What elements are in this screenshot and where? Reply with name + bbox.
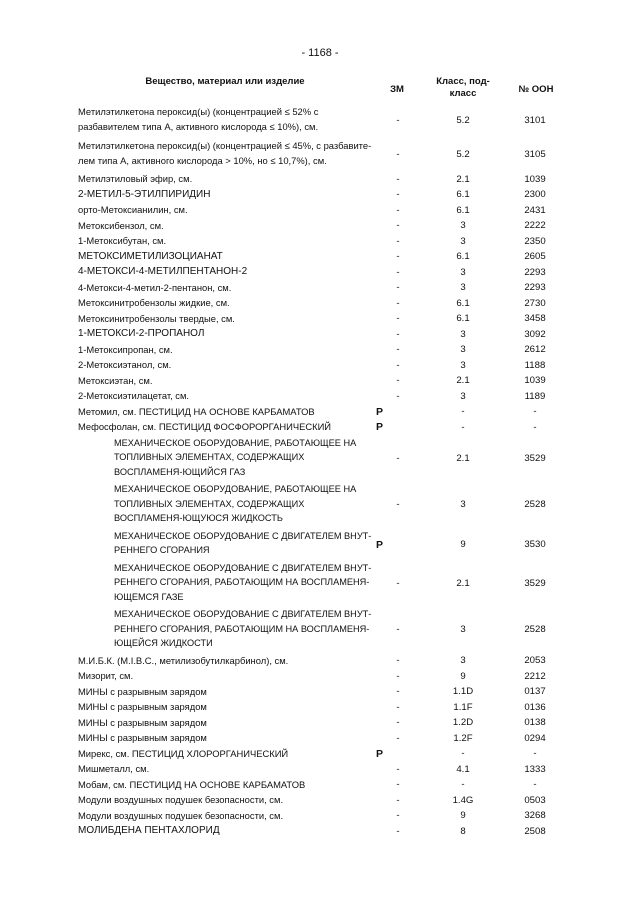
substance-name: Метоксинитробензолы твердые, см. xyxy=(78,312,235,324)
class-cell: 3 xyxy=(460,344,466,356)
zm-cell: - xyxy=(396,149,400,160)
table-row xyxy=(0,234,640,250)
un-number-cell: 2293 xyxy=(524,282,546,294)
table-row xyxy=(0,762,640,778)
substance-name: Модули воздушных подушек безопасности, см. xyxy=(78,794,284,805)
un-number-cell: 1188 xyxy=(524,359,546,371)
un-number-cell: 2528 xyxy=(524,624,546,636)
un-number-cell: 3530 xyxy=(524,538,546,550)
un-number-cell: 2605 xyxy=(524,251,546,263)
un-number-cell: - xyxy=(533,406,537,418)
un-number-cell: 2730 xyxy=(524,297,546,309)
zm-cell: - xyxy=(396,499,400,511)
un-number-cell: 2431 xyxy=(524,204,546,216)
class-cell: 9 xyxy=(460,670,466,682)
class-cell: 6.1 xyxy=(456,251,470,263)
substance-name: Мефосфолан, см. ПЕСТИЦИД ФОСФОРОРГАНИЧЕСКИЙ xyxy=(78,421,332,432)
class-cell: 6.1 xyxy=(456,189,470,201)
zm-cell: - xyxy=(396,297,400,309)
table-row xyxy=(0,296,640,312)
substance-name: МИНЫ с разрывным зарядом xyxy=(78,716,207,728)
table-row xyxy=(0,420,640,436)
class-cell: - xyxy=(461,748,465,760)
class-cell: 4.1 xyxy=(456,763,470,775)
un-number-cell: 0137 xyxy=(524,686,546,698)
un-number-cell: 0294 xyxy=(524,732,546,744)
zm-cell: - xyxy=(396,189,400,201)
substance-name: 2-МЕТИЛ-5-ЭТИЛПИРИДИН xyxy=(78,188,211,200)
un-number-cell: 0503 xyxy=(524,794,546,806)
zm-cell: - xyxy=(396,220,400,232)
zm-cell: - xyxy=(396,670,400,682)
un-number-cell: 1189 xyxy=(524,390,546,402)
table-row xyxy=(0,358,640,374)
substance-name: МЕХАНИЧЕСКОЕ ОБОРУДОВАНИЕ С ДВИГАТЕЛЕМ ВНУТ-РЕННЕГО СГОРАНИЯ xyxy=(114,530,372,555)
substance-name: МЕХАНИЧЕСКОЕ ОБОРУДОВАНИЕ, РАБОТАЮЩЕЕ НА ТОПЛИВНЫХ ЭЛЕМЕНТАХ, СОДЕРЖАЩИХ ВОСПЛАМЕНЯ-ЮЩУЮСЯ ЖИДКОСТЬ xyxy=(114,484,357,523)
table-row xyxy=(0,138,640,172)
table-row xyxy=(0,716,640,732)
table-row xyxy=(0,389,640,405)
table-row xyxy=(0,747,640,763)
zm-cell: - xyxy=(396,825,400,837)
header-zm: ЗМ xyxy=(390,84,404,95)
zm-cell: P xyxy=(376,405,384,418)
un-number-cell: 1039 xyxy=(524,375,546,387)
table-row xyxy=(0,250,640,266)
zm-cell: - xyxy=(396,204,400,216)
substance-name: МЕХАНИЧЕСКОЕ ОБОРУДОВАНИЕ, РАБОТАЮЩЕЕ НА ТОПЛИВНЫХ ЭЛЕМЕНТАХ, СОДЕРЖАЩИХ ВОСПЛАМЕНЯ-ЮЩИЙСЯ ГАЗ xyxy=(114,437,357,477)
table-row xyxy=(0,312,640,328)
zm-cell: - xyxy=(396,624,400,636)
zm-cell: - xyxy=(396,344,400,356)
un-number-cell: 1039 xyxy=(524,173,546,185)
substance-name: 2-Метоксиэтанол, см. xyxy=(78,359,172,370)
substance-name: 1-Метоксипропан, см. xyxy=(78,343,173,355)
table-row xyxy=(0,188,640,204)
table-row xyxy=(0,281,640,297)
class-cell: 9 xyxy=(460,810,466,822)
zm-cell: - xyxy=(396,266,400,278)
class-cell: 3 xyxy=(460,282,466,294)
class-cell: 5.2 xyxy=(456,149,470,160)
class-cell: 1.1F xyxy=(453,701,473,713)
un-number-cell: - xyxy=(533,421,537,433)
zm-cell: P xyxy=(376,747,384,760)
table-row xyxy=(0,654,640,670)
substance-name: МЕХАНИЧЕСКОЕ ОБОРУДОВАНИЕ С ДВИГАТЕЛЕМ ВНУТ-РЕННЕГО СГОРАНИЯ, РАБОТАЮЩИМ НА ВОСПЛАМЕНЯ-ЮЩЕЙСЯ ЖИДКОСТИ xyxy=(114,609,372,648)
zm-cell: P xyxy=(376,538,384,551)
table-row xyxy=(0,405,640,421)
un-number-cell: 3268 xyxy=(524,810,546,822)
class-cell: 9 xyxy=(460,538,466,550)
un-number-cell: 2212 xyxy=(524,670,546,682)
class-cell: 3 xyxy=(460,328,466,340)
un-number-cell: 3529 xyxy=(524,577,546,589)
zm-cell: P xyxy=(376,421,384,433)
substance-name: МИНЫ с разрывным зарядом xyxy=(78,701,207,712)
class-cell: 3 xyxy=(460,655,466,667)
table-row xyxy=(0,374,640,390)
substance-name: МОЛИБДЕНА ПЕНТАХЛОРИД xyxy=(78,825,220,836)
table-row xyxy=(0,685,640,701)
un-number-cell: 2053 xyxy=(524,655,546,667)
header-un-number: № ООН xyxy=(518,84,554,95)
table-row xyxy=(0,793,640,809)
table-row xyxy=(0,669,640,685)
substance-name: МИНЫ с разрывным зарядом xyxy=(78,685,207,697)
un-number-cell: 2528 xyxy=(524,499,546,511)
class-cell: 2.1 xyxy=(456,452,470,464)
class-cell: 6.1 xyxy=(456,204,470,216)
zm-cell: - xyxy=(396,655,400,667)
substance-name: Метоксибензол, см. xyxy=(78,219,164,231)
un-number-cell: 2300 xyxy=(524,189,546,201)
un-number-cell: - xyxy=(533,748,537,760)
substance-name: 4-МЕТОКСИ-4-МЕТИЛПЕНТАНОН-2 xyxy=(78,266,248,277)
un-number-cell: 3101 xyxy=(524,115,546,126)
zm-cell: - xyxy=(396,251,400,263)
substance-name: 4-Метокси-4-метил-2-пентанон, см. xyxy=(78,281,232,293)
table-row xyxy=(0,482,640,529)
substance-name: М.И.Б.К. (M.I.B.C., метилизобутилкарбинол), см. xyxy=(78,654,289,666)
un-number-cell: 0138 xyxy=(524,717,546,729)
class-cell: 2.1 xyxy=(456,375,470,387)
zm-cell: - xyxy=(396,810,400,822)
zm-cell: - xyxy=(396,732,400,744)
zm-cell: - xyxy=(396,763,400,775)
table-row xyxy=(0,561,640,608)
un-number-cell: 0136 xyxy=(524,701,546,713)
class-cell: 3 xyxy=(460,624,466,636)
substance-name: Метоксинитробензолы жидкие, см. xyxy=(78,297,230,308)
zm-cell: - xyxy=(396,779,400,791)
table-row xyxy=(0,778,640,794)
table-row xyxy=(0,731,640,747)
table-row xyxy=(0,172,640,188)
table-row xyxy=(0,607,640,654)
substance-name: орто-Метоксианилин, см. xyxy=(78,204,188,215)
un-number-cell: 2508 xyxy=(524,825,546,837)
table-row xyxy=(0,265,640,281)
zm-cell: - xyxy=(396,390,400,402)
zm-cell: - xyxy=(396,452,400,464)
substance-name: МЕТОКСИМЕТИЛИЗОЦИАНАТ xyxy=(78,250,223,262)
un-number-cell: 2293 xyxy=(524,266,546,278)
substance-name: Метоксиэтан, см. xyxy=(78,374,153,386)
class-cell: 1.4G xyxy=(452,794,474,806)
class-cell: 3 xyxy=(460,359,466,371)
zm-cell: - xyxy=(396,686,400,698)
un-number-cell: 3105 xyxy=(524,149,546,160)
zm-cell: - xyxy=(396,235,400,247)
table-row xyxy=(0,809,640,825)
substance-name: Метилэтилкетона пероксид(ы) (концентрацией ≤ 45%, с разбавите-лем типа А, активного кислорода > 10%, но ≤ 10,7%), см. xyxy=(78,140,372,166)
zm-cell: - xyxy=(396,375,400,387)
substance-name: Мизорит, см. xyxy=(78,670,134,681)
class-cell: 5.2 xyxy=(456,115,470,126)
class-cell: 2.1 xyxy=(456,173,470,185)
table-row xyxy=(0,219,640,235)
class-cell: - xyxy=(461,779,465,791)
table-row xyxy=(0,343,640,359)
un-number-cell: 2612 xyxy=(524,344,546,356)
class-cell: 6.1 xyxy=(456,313,470,325)
zm-cell: - xyxy=(396,282,400,294)
header-substance: Вещество, материал или изделие xyxy=(145,76,305,87)
un-number-cell: 3458 xyxy=(524,313,546,325)
substance-name: Модули воздушных подушек безопасности, см. xyxy=(78,809,284,821)
un-number-cell: 2350 xyxy=(524,235,546,247)
substance-name: 1-МЕТОКСИ-2-ПРОПАНОЛ xyxy=(78,328,205,339)
class-cell: 1.2D xyxy=(452,717,474,729)
header-class: Класс, под-класс xyxy=(436,76,490,99)
page-number: - 1168 - xyxy=(301,47,339,59)
zm-cell: - xyxy=(396,577,400,589)
zm-cell: - xyxy=(396,115,400,126)
substance-name: Мишметалл, см. xyxy=(78,763,150,774)
substance-name: Метилэтиловый эфир, см. xyxy=(78,173,193,184)
un-number-cell: 3529 xyxy=(524,452,546,464)
substance-name: Метомил, см. ПЕСТИЦИД НА ОСНОВЕ КАРБАМАТОВ xyxy=(78,405,315,417)
class-cell: 3 xyxy=(460,266,466,278)
class-cell: 1.2F xyxy=(453,732,473,744)
table-row xyxy=(0,203,640,219)
class-cell: 1.1D xyxy=(452,686,474,698)
class-cell: 3 xyxy=(460,220,466,232)
substance-name: Мобам, см. ПЕСТИЦИД НА ОСНОВЕ КАРБАМАТОВ xyxy=(78,778,306,790)
zm-cell: - xyxy=(396,313,400,325)
un-number-cell: 2222 xyxy=(524,220,546,232)
substance-name: 2-Метоксиэтилацетат, см. xyxy=(78,390,190,401)
zm-cell: - xyxy=(396,717,400,729)
class-cell: - xyxy=(461,406,465,418)
class-cell: 6.1 xyxy=(456,297,470,309)
class-cell: 3 xyxy=(460,235,466,247)
substance-name: Мирекс, см. ПЕСТИЦИД ХЛОРОРГАНИЧЕСКИЙ xyxy=(78,747,289,759)
zm-cell: - xyxy=(396,794,400,806)
un-number-cell: 1333 xyxy=(524,763,546,775)
class-cell: 3 xyxy=(460,390,466,402)
class-cell: 3 xyxy=(460,499,466,511)
substance-name: МЕХАНИЧЕСКОЕ ОБОРУДОВАНИЕ С ДВИГАТЕЛЕМ ВНУТ-РЕННЕГО СГОРАНИЯ, РАБОТАЮЩИМ НА ВОСПЛАМЕНЯ-ЮЩЕМСЯ ГАЗЕ xyxy=(114,562,372,602)
zm-cell: - xyxy=(396,701,400,713)
substance-name: Метилэтилкетона пероксид(ы) (концентрацией ≤ 52% с разбавителем типа А, активного кислорода ≤ 10%), см. xyxy=(78,106,319,132)
zm-cell: - xyxy=(396,328,400,340)
zm-cell: - xyxy=(396,173,400,185)
class-cell: - xyxy=(461,421,465,433)
table-row xyxy=(0,436,640,483)
class-cell: 8 xyxy=(460,825,466,837)
class-cell: 2.1 xyxy=(456,577,470,589)
un-number-cell: 3092 xyxy=(524,328,546,340)
substance-name: 1-Метоксибутан, см. xyxy=(78,235,167,246)
table-row xyxy=(0,529,640,561)
table-row xyxy=(0,700,640,716)
zm-cell: - xyxy=(396,359,400,371)
table-row xyxy=(0,824,640,840)
table-row xyxy=(0,104,640,138)
substance-name: МИНЫ с разрывным зарядом xyxy=(78,732,207,743)
table-row xyxy=(0,327,640,343)
un-number-cell: - xyxy=(533,779,537,791)
